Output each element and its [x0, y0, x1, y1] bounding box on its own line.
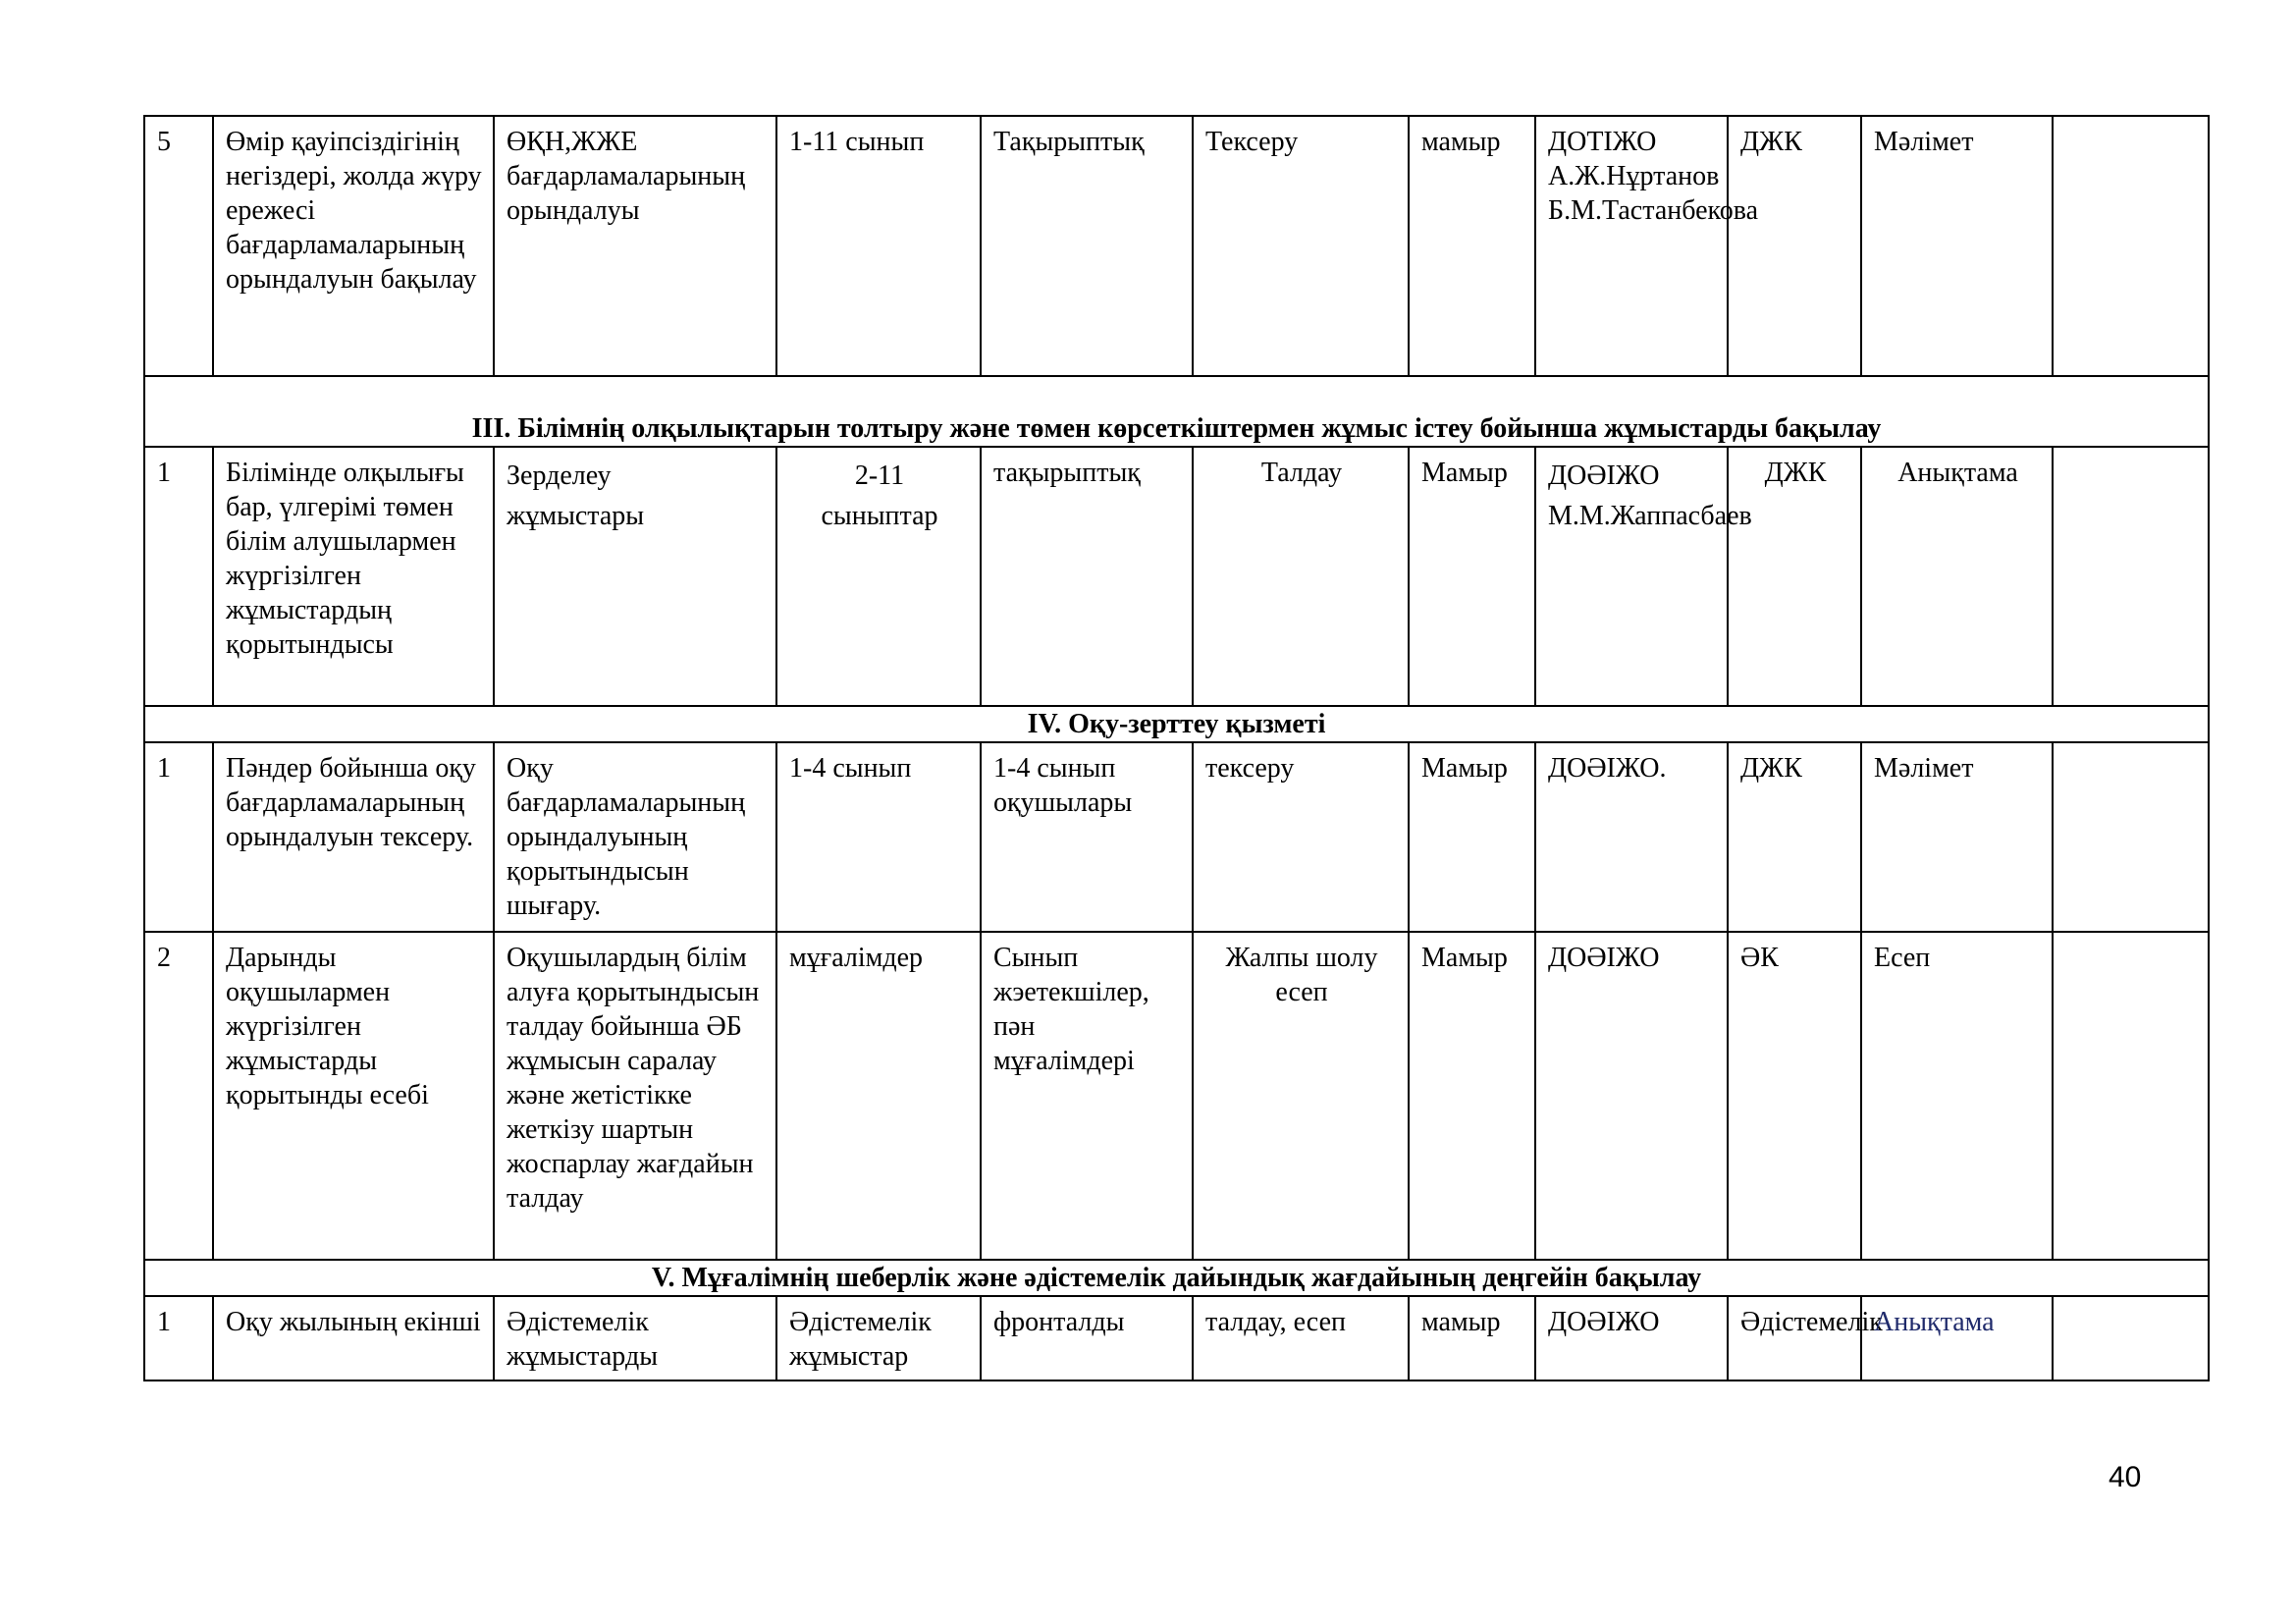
- control-topic: Білімінде олқылығы бар, үлгерімі төмен білім алушылармен жүргізілген жұмыстардың қорытындысы: [213, 447, 494, 706]
- control-type: 1-4 сынып оқушылары: [981, 742, 1193, 932]
- control-review: Әдістемелік: [1728, 1296, 1861, 1380]
- control-purpose: Зерделеу жұмыстары: [494, 447, 776, 706]
- section-row: [144, 376, 2209, 447]
- control-extra: [2053, 447, 2209, 706]
- control-purpose: Оқушылардың білім алуға қорытындысын талдау бойынша ӘБ жұмысын саралау және жетістікке жеткізу шартын жоспарлау жағдайын талдау: [494, 932, 776, 1260]
- row-number: 1: [144, 742, 213, 932]
- control-method: Талдау: [1193, 447, 1409, 706]
- control-responsible: ДОӘІЖО М.М.Жаппасбаев: [1535, 447, 1728, 706]
- control-review: ДЖК: [1728, 742, 1861, 932]
- section-title: ІІІ. Білімнің олқылықтарын толтыру және төмен көрсеткіштермен жұмыс істеу бойынша жұмыстарды бақылау: [144, 376, 2209, 447]
- control-date: мамыр: [1409, 1296, 1535, 1380]
- control-result: Анықтама: [1861, 1296, 2053, 1380]
- control-date: Мамыр: [1409, 932, 1535, 1260]
- control-date: Мамыр: [1409, 742, 1535, 932]
- control-object: 1-11 сынып: [776, 116, 981, 376]
- control-result: Мәлімет: [1861, 116, 2053, 376]
- table-row: [144, 447, 2209, 706]
- control-extra: [2053, 742, 2209, 932]
- control-method: тексеру: [1193, 742, 1409, 932]
- control-object: 1-4 сынып: [776, 742, 981, 932]
- control-type: тақырыптық: [981, 447, 1193, 706]
- control-review: ДЖК: [1728, 447, 1861, 706]
- control-extra: [2053, 1296, 2209, 1380]
- control-object: 2-11 сыныптар: [776, 447, 981, 706]
- control-purpose: Оқу бағдарламаларының орындалуының қорытындысын шығару.: [494, 742, 776, 932]
- control-object: Әдістемелік жұмыстар: [776, 1296, 981, 1380]
- row-number: 2: [144, 932, 213, 1260]
- row-number: 5: [144, 116, 213, 376]
- control-extra: [2053, 932, 2209, 1260]
- control-method: талдау, есеп: [1193, 1296, 1409, 1380]
- control-result: Мәлімет: [1861, 742, 2053, 932]
- control-topic: Өмір қауіпсіздігінің негіздері, жолда жүру ережесі бағдарламаларының орындалуын бақылау: [213, 116, 494, 376]
- section-title: IV. Оқу-зерттеу қызметі: [144, 706, 2209, 742]
- control-responsible: ДОӘІЖО: [1535, 932, 1728, 1260]
- control-date: мамыр: [1409, 116, 1535, 376]
- control-method: Жалпы шолу есеп: [1193, 932, 1409, 1260]
- control-topic: Оқу жылының екінші: [213, 1296, 494, 1380]
- control-topic: Дарынды оқушылармен жүргізілген жұмыстарды қорытынды есебі: [213, 932, 494, 1260]
- control-method: Тексеру: [1193, 116, 1409, 376]
- row-number: 1: [144, 447, 213, 706]
- control-extra: [2053, 116, 2209, 376]
- control-type: фронталды: [981, 1296, 1193, 1380]
- section-row: [144, 1260, 2209, 1296]
- control-type: Тақырыптық: [981, 116, 1193, 376]
- table-row: [144, 116, 2209, 376]
- control-date: Мамыр: [1409, 447, 1535, 706]
- control-review: ӘК: [1728, 932, 1861, 1260]
- table-row: [144, 742, 2209, 932]
- control-type: Сынып жэетекшілер, пән мұғалімдері: [981, 932, 1193, 1260]
- control-plan-table: [143, 115, 2210, 1381]
- row-number: 1: [144, 1296, 213, 1380]
- control-result: Есеп: [1861, 932, 2053, 1260]
- section-title: V. Мұғалімнің шеберлік және әдістемелік дайындық жағдайының деңгейін бақылау: [144, 1260, 2209, 1296]
- control-responsible: ДОТІЖО А.Ж.Нұртанов Б.М.Тастанбекова: [1535, 116, 1728, 376]
- page-number: 40: [2109, 1461, 2142, 1493]
- section-row: [144, 706, 2209, 742]
- control-topic: Пәндер бойынша оқу бағдарламаларының орындалуын тексеру.: [213, 742, 494, 932]
- control-review: ДЖК: [1728, 116, 1861, 376]
- table-row: [144, 932, 2209, 1260]
- table-row: [144, 1296, 2209, 1380]
- control-purpose: ӨҚН,ЖЖЕ бағдарламаларының орындалуы: [494, 116, 776, 376]
- control-result: Анықтама: [1861, 447, 2053, 706]
- control-object: мұғалімдер: [776, 932, 981, 1260]
- control-purpose: Әдістемелік жұмыстарды: [494, 1296, 776, 1380]
- control-responsible: ДОӘІЖО: [1535, 1296, 1728, 1380]
- control-responsible: ДОӘІЖО.: [1535, 742, 1728, 932]
